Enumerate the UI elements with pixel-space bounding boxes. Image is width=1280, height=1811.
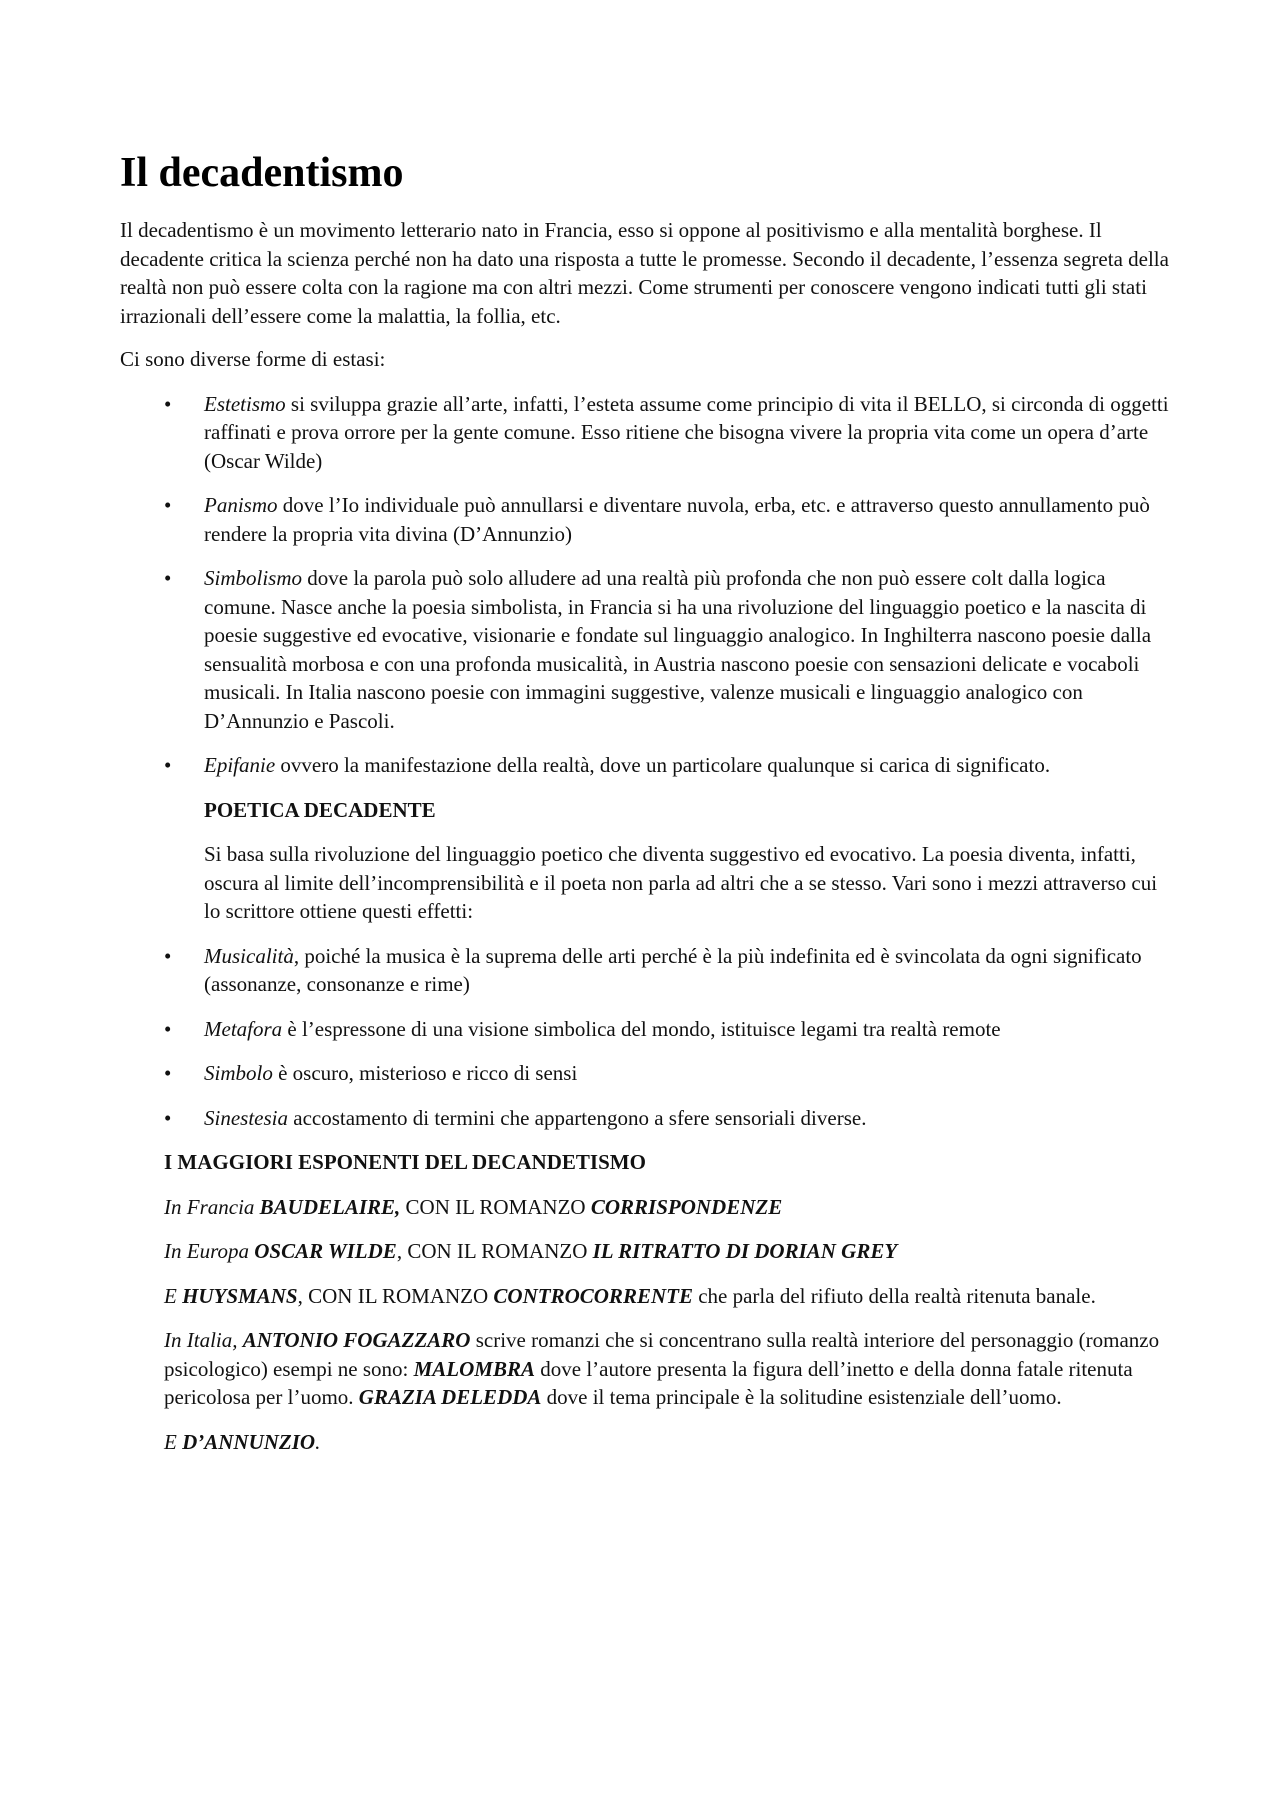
place: E [164, 1283, 183, 1308]
author-name: OSCAR WILDE [254, 1239, 397, 1263]
list-item [120, 564, 1170, 735]
end-punct: . [315, 1429, 321, 1454]
forms-intro: Ci sono diverse forme di estasi: [120, 347, 386, 371]
poetica-heading: POETICA DECADENTE [204, 797, 436, 822]
term: Musicalità [204, 943, 294, 968]
poetica-paragraph: Si basa sulla rivoluzione del linguaggio poetico che diventa suggestivo ed evocativo. La poesia diventa, infatti, oscura al limite dell’incomprensibilità e il poeta non parla ad altri che a se stesso. Vari sono i mezzi attraverso cui lo scrittore ottiene questi effetti: [204, 842, 1158, 923]
bullet-icon: • [164, 943, 172, 968]
body-text: scrive romanzi che si concentrano sulla realtà interiore del personaggio (romanzo psicologico) esempi ne sono: [164, 1328, 1160, 1381]
author-italia [164, 1326, 1170, 1412]
place: In Francia [164, 1194, 260, 1219]
term: Estetismo [204, 391, 286, 416]
work-title: IL RITRATTO DI DORIAN GREY [592, 1239, 898, 1263]
place: In Italia, [164, 1328, 243, 1352]
term: Panismo [204, 493, 278, 517]
list-item [120, 390, 1170, 476]
item-text: dove la parola può solo alludere ad una realtà più profonda che non può essere colt dalla logica comune. Nasce anche la poesia simbolista, in Francia si ha una rivoluzione del linguaggio poetico e la nascita di poesie suggestive ed evocative, visionarie e fondate sul linguaggio analogico. In Inghilterra nascono poesie dalla sensualità morbosa e con una profonda musicalità, in Austria nascono poesie con sensazioni delicate e vocaboli musicali. In Italia nascono poesie con immagini suggestive, valenze musicali e linguaggio analogico con D’Annunzio e Pascoli. [204, 566, 1152, 733]
list-item [120, 751, 1170, 780]
term: Epifanie [204, 753, 276, 777]
body-text: dove l’autore presenta la figura dell’inetto e della donna fatale ritenuta pericolosa per l’uomo. [164, 1356, 1133, 1409]
item-text: ovvero la manifestazione della realtà, dove un particolare qualunque si carica di significato. [275, 753, 1051, 777]
author-name: ANTONIO FOGAZZARO [242, 1328, 471, 1352]
list-item [120, 491, 1170, 548]
author-name: HUYSMANS [182, 1283, 298, 1308]
item-text: è oscuro, misterioso e ricco di sensi [272, 1061, 578, 1085]
place: E [164, 1429, 183, 1454]
bullet-icon: • [164, 493, 172, 517]
mezzi-list [120, 942, 1170, 1133]
bullet-icon: • [164, 753, 172, 777]
item-text: è l’espressone di una visione simbolica del mondo, istituisce legami tra realtà remote [282, 1016, 1001, 1041]
work-title: CORRISPONDENZE [590, 1194, 783, 1219]
bullet-icon: • [164, 1061, 172, 1085]
author-huysmans [164, 1282, 1170, 1311]
work-title: CONTROCORRENTE [493, 1283, 693, 1308]
list-item [120, 1104, 1170, 1133]
term: Simbolo [204, 1061, 273, 1085]
mid-text: , CON IL ROMANZO [396, 1239, 593, 1263]
term: Metafora [204, 1016, 283, 1041]
bullet-icon: • [164, 391, 172, 416]
item-text: dove l’Io individuale può annullarsi e diventare nuvola, erba, etc. e attraverso questo annullamento può rendere la propria vita divina (D’Annunzio) [204, 493, 1150, 546]
item-text: , poiché la musica è la suprema delle arti perché è la più indefinita ed è svincolata da ogni significato (assonanze, consonanze e rime) [204, 943, 1142, 996]
list-item [120, 1015, 1170, 1044]
bullet-icon: • [164, 1016, 172, 1041]
bullet-icon: • [164, 1105, 172, 1130]
author-name: BAUDELAIRE, [259, 1194, 401, 1219]
estasi-list [120, 390, 1170, 780]
list-item [120, 1059, 1170, 1088]
author-dannunzio [164, 1428, 1170, 1457]
bullet-icon: • [164, 566, 172, 590]
item-text: accostamento di termini che appartengono a sfere sensoriali diverse. [288, 1105, 867, 1130]
intro-paragraph: Il decadentismo è un movimento letterario nato in Francia, esso si oppone al positivismo e alla mentalità borghese. Il decadente critica la scienza perché non ha dato una risposta a tutte le promesse. Secondo il decadente, l’essenza segreta della realtà non può essere colta con la ragione ma con altri mezzi. Come strumenti per conoscere vengono indicati tutti gli stati irrazionali dell’essere come la malattia, la follia, etc. [120, 218, 1169, 328]
mid-text: , CON IL ROMANZO [297, 1283, 494, 1308]
body-text: dove il tema principale è la solitudine esistenziale dell’uomo. [541, 1385, 1062, 1409]
author-francia [164, 1193, 1170, 1222]
rest-text: che parla del rifiuto della realtà ritenuta banale. [692, 1283, 1096, 1308]
list-item [120, 942, 1170, 999]
page-title: Il decadentismo [120, 150, 404, 196]
author-europa [164, 1237, 1170, 1266]
mid-text: CON IL ROMANZO [400, 1194, 591, 1219]
document-page [120, 148, 1170, 1472]
term: Simbolismo [204, 566, 303, 590]
author-name: GRAZIA DELEDDA [358, 1385, 542, 1409]
place: In Europa [164, 1239, 255, 1263]
author-name: D’ANNUNZIO [182, 1429, 316, 1454]
esponenti-heading: I MAGGIORI ESPONENTI DEL DECANDETISMO [164, 1150, 646, 1174]
term: Sinestesia [204, 1105, 288, 1130]
item-text: si sviluppa grazie all’arte, infatti, l’esteta assume come principio di vita il BELLO, si circonda di oggetti raffinati e prova orrore per la gente comune. Esso ritiene che bisogna vivere la propria vita come un opera d’arte (Oscar Wilde) [204, 391, 1169, 473]
work-title: MALOMBRA [413, 1356, 535, 1381]
